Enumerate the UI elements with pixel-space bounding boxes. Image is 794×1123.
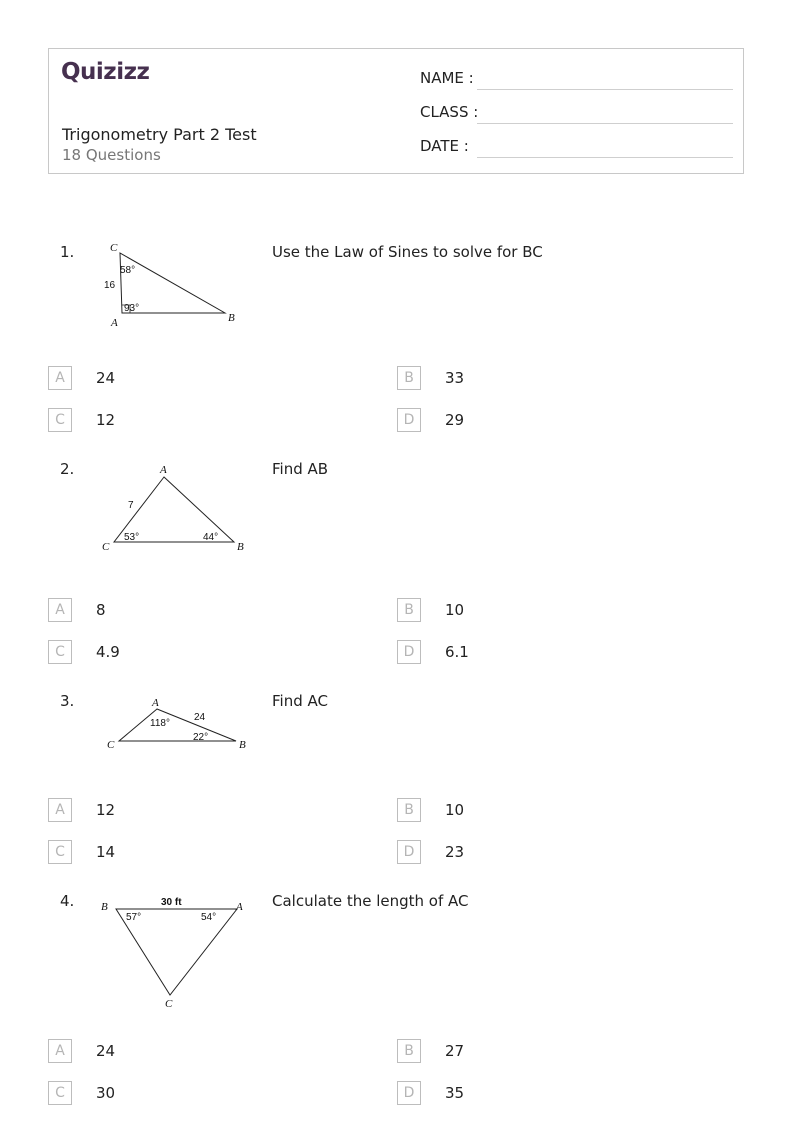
date-label: DATE : xyxy=(420,137,469,155)
vertex-label: C xyxy=(102,541,110,553)
class-line xyxy=(477,123,733,124)
option-value: 24 xyxy=(96,1042,116,1060)
option-letter: D xyxy=(397,1081,421,1105)
triangle-figure xyxy=(100,460,255,560)
answer-option-b[interactable] xyxy=(397,798,464,822)
option-value: 10 xyxy=(445,801,465,819)
option-letter: C xyxy=(48,640,72,664)
option-value: 8 xyxy=(96,601,106,619)
option-letter: D xyxy=(397,408,421,432)
vertex-label: A xyxy=(236,901,243,913)
option-letter: A xyxy=(48,1039,72,1063)
option-letter: C xyxy=(48,408,72,432)
option-value: 33 xyxy=(445,369,465,387)
option-value: 23 xyxy=(445,843,465,861)
option-letter: B xyxy=(397,1039,421,1063)
question-number: 3. xyxy=(60,692,75,710)
option-letter: A xyxy=(48,366,72,390)
answer-option-d[interactable] xyxy=(397,1081,464,1105)
option-letter: B xyxy=(397,798,421,822)
triangle-figure xyxy=(100,238,250,330)
name-label: NAME : xyxy=(420,69,474,87)
vertex-label: C xyxy=(165,998,173,1010)
date-line xyxy=(477,157,733,158)
vertex-label: A xyxy=(160,464,167,476)
option-letter: A xyxy=(48,798,72,822)
option-value: 30 xyxy=(96,1084,116,1102)
vertex-label: A xyxy=(111,317,118,329)
angle-label: 57° xyxy=(126,912,142,923)
answer-option-b[interactable] xyxy=(397,598,464,622)
angle-label: 58° xyxy=(120,265,136,276)
answer-option-c[interactable] xyxy=(48,408,115,432)
vertex-label: B xyxy=(237,541,244,553)
angle-label: 54° xyxy=(201,912,217,923)
worksheet-title: Trigonometry Part 2 Test xyxy=(62,125,257,144)
option-value: 4.9 xyxy=(96,643,120,661)
question-number: 2. xyxy=(60,460,75,478)
answer-option-b[interactable] xyxy=(397,1039,464,1063)
option-letter: C xyxy=(48,1081,72,1105)
angle-label: 118° xyxy=(150,718,170,729)
option-letter: D xyxy=(397,840,421,864)
option-value: 35 xyxy=(445,1084,465,1102)
option-value: 12 xyxy=(96,801,116,819)
answer-option-a[interactable] xyxy=(48,366,115,390)
question-text: Calculate the length of AC xyxy=(272,892,469,910)
side-label: 24 xyxy=(194,712,206,723)
option-letter: D xyxy=(397,640,421,664)
option-letter: A xyxy=(48,598,72,622)
side-label: 16 xyxy=(104,280,116,291)
triangle-figure xyxy=(95,890,255,1015)
quizizz-logo: Quizizz xyxy=(61,59,150,85)
answer-option-a[interactable] xyxy=(48,598,106,622)
vertex-label: B xyxy=(239,739,246,751)
side-label: 7 xyxy=(128,500,134,511)
question-text: Find AB xyxy=(272,460,329,478)
question-number: 1. xyxy=(60,243,75,261)
question-count: 18 Questions xyxy=(62,146,161,164)
option-value: 29 xyxy=(445,411,465,429)
answer-option-c[interactable] xyxy=(48,840,115,864)
side-label: 30 ft xyxy=(161,897,182,908)
option-letter: B xyxy=(397,366,421,390)
option-value: 14 xyxy=(96,843,116,861)
option-value: 12 xyxy=(96,411,116,429)
vertex-label: C xyxy=(107,739,115,751)
answer-option-a[interactable] xyxy=(48,1039,115,1063)
answer-option-d[interactable] xyxy=(397,408,464,432)
vertex-label: B xyxy=(228,312,235,324)
option-value: 10 xyxy=(445,601,465,619)
angle-label: 53° xyxy=(124,532,140,543)
vertex-label: B xyxy=(101,901,108,913)
worksheet-header xyxy=(48,48,744,174)
question-text: Use the Law of Sines to solve for BC xyxy=(272,243,543,261)
angle-label: 44° xyxy=(203,532,219,543)
option-letter: C xyxy=(48,840,72,864)
question-number: 4. xyxy=(60,892,75,910)
option-value: 6.1 xyxy=(445,643,469,661)
answer-option-d[interactable] xyxy=(397,640,469,664)
option-value: 24 xyxy=(96,369,116,387)
class-label: CLASS : xyxy=(420,103,479,121)
name-line xyxy=(477,89,733,90)
question-text: Find AC xyxy=(272,692,328,710)
answer-option-c[interactable] xyxy=(48,640,120,664)
answer-option-b[interactable] xyxy=(397,366,464,390)
option-value: 27 xyxy=(445,1042,465,1060)
answer-option-d[interactable] xyxy=(397,840,464,864)
triangle-figure xyxy=(100,692,255,752)
vertex-label: A xyxy=(152,697,159,709)
answer-option-a[interactable] xyxy=(48,798,115,822)
option-letter: B xyxy=(397,598,421,622)
angle-label: 22° xyxy=(193,732,209,743)
vertex-label: C xyxy=(110,242,118,254)
answer-option-c[interactable] xyxy=(48,1081,115,1105)
angle-label: 93° xyxy=(124,303,140,314)
